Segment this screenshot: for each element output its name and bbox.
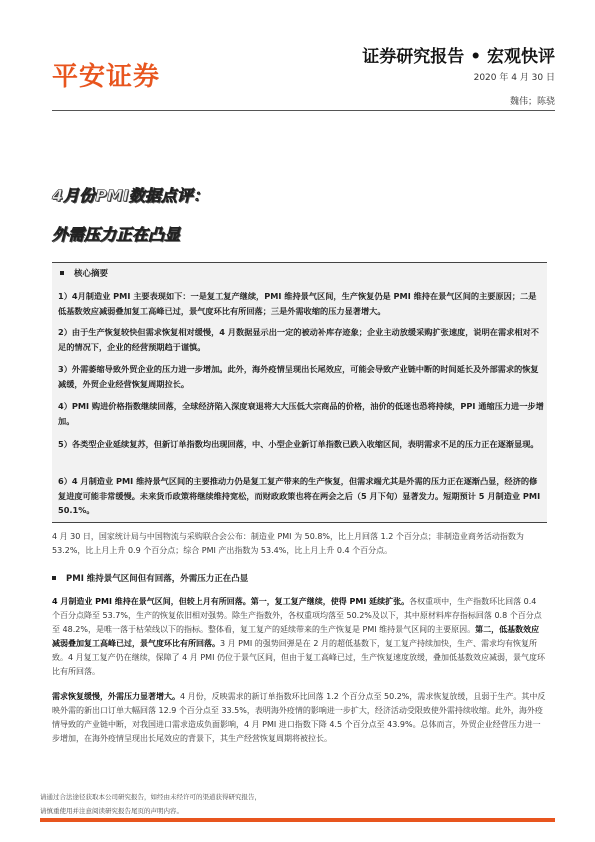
header-divider <box>52 110 555 111</box>
report-title-line2: 外需压力正在凸显 <box>52 225 181 244</box>
square-bullet-icon <box>52 576 56 580</box>
square-bullet-icon <box>60 271 64 275</box>
summary-point-4: 4）PMI 购进价格指数继续回落，全球经济陷入深度衰退将大大压低大宗商品的价格，油价的低迷也恐将持续，PPI 通缩压力进一步增加。 <box>58 401 544 426</box>
report-date: 2020 年 4 月 30 日 <box>473 73 555 83</box>
summary-point-5: 5）各类型企业延续复苏，但新订单指数均出现回落，中、小型企业新订单指数已跌入收缩区间，表明需求不足的压力正在逐渐显现。 <box>58 439 539 449</box>
brand-logo: 平安证券 <box>52 62 161 92</box>
summary-point-3: 3）外需萎缩导致外贸企业的压力进一步增加。此外，海外疫情呈现出长尾效应，可能会导致产业链中断的时间延长及外部需求的恢复减缓，外贸企业经营恢复周期拉长。 <box>58 364 539 389</box>
footer-disclaimer-1: 请通过合法途径获取本公司研究报告，如经由未经许可的渠道获得研究报告， <box>40 793 261 801</box>
summary-point-6: 6）4 月制造业 PMI 维持景气区间的主要推动力仍是复工复产带来的生产恢复，但需求端尤其是外需的压力正在逐渐凸显，经济的修复进度可能非常缓慢。未来货币政策将继续维持宽松，而财政政策也将在两会之后（5 月下旬）显著发力。短期预计 5 月制造业 PMI 50.1%。 <box>58 476 541 515</box>
section-paragraph-2: 需求恢复缓慢，外需压力显著增大。4 月份，反映需求的新订单指数环比回落 1.2 个百分点至 50.2%，需求恢复放缓，且弱于生产。其中反映外需的新出口订单大幅回落 12.9 个百分点至 33.5%，表明海外疫情的影响进一步扩大，经济活动受限致使外需持续收缩。此外，海外疫情导致的产业链中断，对我国进口需求造成负面影响，4 月 PMI 进口指数下降 4.5 个百分点至 43.9%。总体而言，外贸企业经营压力进一步增加，在海外疫情呈现出长尾效应的背景下，其生产经营恢复周期将被拉长。 <box>52 692 546 743</box>
footer-disclaimer-2: 请慎重使用并注意阅读研究报告尾页的声明内容。 <box>40 807 183 815</box>
section-paragraph-1: 4 月制造业 PMI 维持在景气区间，但较上月有所回落。第一，复工复产继续，使得 PMI 延续扩张。各权重项中，生产指数环比回落 0.4 个百分点降至 53.7%，生产的恢复依旧相对强势。除生产指数外，各权重项均落至 50.2%及以下，其中原材料库存指标回落 0.8 个百分点至 48.2%，是唯一落于枯荣线以下的指标。整体看，复工复产的延续带来的生产恢复是 PMI 维持景气区间的主要原因。第二，低基数效应减弱叠加复工高峰已过，景气度环比有所回落。3 月 PMI 的强势回弹是在 2 月的超低基数下，复工复产持续加快，生产、需求均有恢复所致。4 月复工复产仍在继续，保障了 4 月 PMI 仍位于景气区间，但由于复工高峰已过，生产恢复速度放缓，叠加低基数效应减弱，景气度环比有所回落。 <box>52 597 545 676</box>
report-authors: 魏伟；陈骁 <box>509 97 555 107</box>
intro-paragraph: 4 月 30 日，国家统计局与中国物流与采购联合会公布：制造业 PMI 为 50.8%，比上月回落 1.2 个百分点；非制造业商务活动指数为 53.2%，比上月上升 0.9 个百分点；综合 PMI 产出指数为 53.4%，比上月上升 0.4 个百分点。 <box>52 532 524 555</box>
report-type: 证券研究报告 • 宏观快评 <box>362 47 555 67</box>
footer-accent-bar <box>40 818 555 822</box>
section-heading: PMI 维持景气区间但有回落，外需压力正在凸显 <box>52 572 248 584</box>
report-title-line1: 4月份PMI数据点评： <box>52 186 209 205</box>
summary-point-2: 2）由于生产恢复较快但需求恢复相对缓慢，4 月数据显示出一定的被动补库存迹象；企业主动放缓采购扩张速度，说明在需求相对不足的情况下，企业的经营预期趋于谨慎。 <box>58 327 539 352</box>
summary-point-1: 1）4月制造业 PMI 主要表现如下：一是复工复产继续，PMI 维持景气区间，生产恢复仍是 PMI 维持在景气区间的主要原因；二是低基数效应减弱叠加复工高峰已过，景气度环比有所回落；三是外需收缩的压力显著增大。 <box>58 291 537 316</box>
summary-heading: 核心摘要 <box>60 267 108 279</box>
